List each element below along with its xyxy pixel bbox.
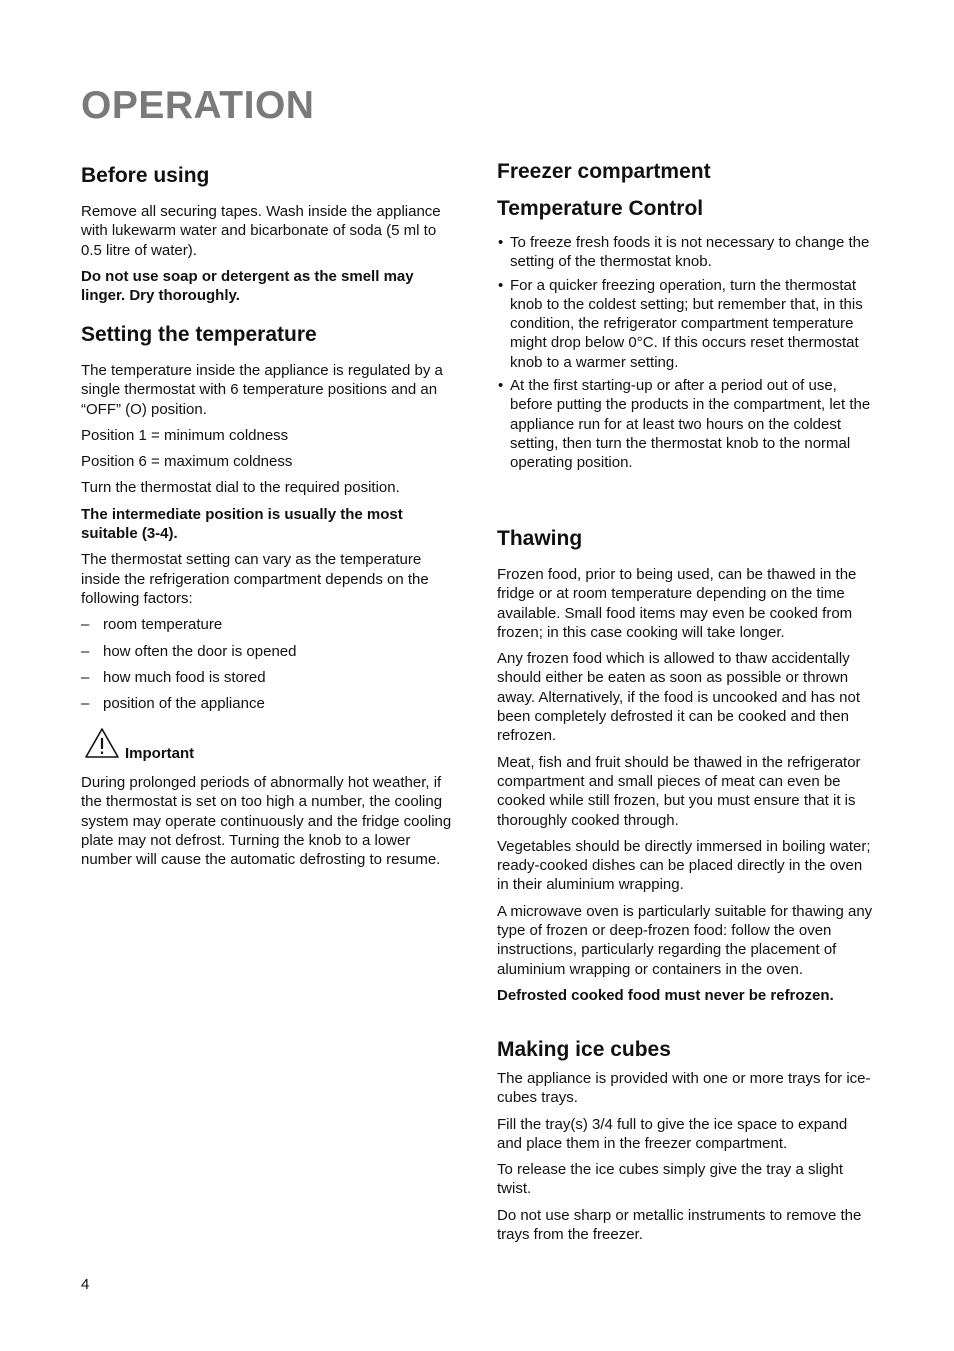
position-min-text: Position 1 = minimum coldness	[81, 426, 289, 444]
ice-paragraph: To release the ice cubes simply give the tray a slight twist.	[497, 1161, 844, 1198]
thawing-heading: Thawing	[497, 527, 583, 550]
factors-list	[81, 615, 459, 713]
important-notice	[81, 727, 281, 763]
important-text-block	[81, 773, 459, 869]
ice-paragraph: Do not use sharp or metallic instruments to remove the trays from the freezer.	[497, 1206, 862, 1244]
important-label: Important	[125, 745, 195, 762]
page-title: OPERATION	[81, 84, 315, 127]
ice-cubes-text	[497, 1069, 875, 1244]
list-item: • At the first starting-up or after a period out of use, before putting the products in the compartment, let the appliance run for at least two hours on the coldest setting, then turn the thermostat knob to the normal operating position.	[497, 376, 875, 472]
before-using-text	[81, 202, 459, 305]
setting-temperature-heading: Setting the temperature	[81, 323, 317, 346]
thawing-paragraph: A microwave oven is particularly suitable for thawing any type of frozen or deep-frozen food: follow the oven instructions, particularly regarding the placement of aluminium wrapping or containers in the oven.	[497, 902, 873, 978]
list-item: – position of the appliance	[81, 694, 459, 713]
turn-dial-text: Turn the thermostat dial to the required position.	[81, 479, 400, 497]
important-paragraph: During prolonged periods of abnormally hot weather, if the thermostat is set on too high a number, the cooling system may operate continuously and the fridge cooling plate may not defrost. Turning the knob to a lower number will cause the automatic defrosting to resume.	[81, 774, 452, 869]
thawing-paragraph: Any frozen food which is allowed to thaw accidentally should either be eaten as soon as possible or thrown away. Alternatively, if the food is uncooked and has not been completely defrosted it can be cooked and then refrozen.	[497, 650, 861, 745]
freezer-text	[497, 233, 875, 473]
ice-paragraph: The appliance is provided with one or more trays for ice-cubes trays.	[497, 1070, 871, 1107]
setting-temperature-text	[81, 361, 459, 713]
list-item: – room temperature	[81, 615, 459, 634]
before-using-paragraph: Remove all securing tapes. Wash inside the appliance with lukewarm water and bicarbonate of soda (5 ml to 0.5 litre of water).	[81, 203, 441, 259]
freezer-bullet-list	[497, 233, 875, 473]
before-using-warning: Do not use soap or detergent as the smell may linger. Dry thoroughly.	[81, 267, 414, 305]
list-item: – how much food is stored	[81, 668, 459, 687]
thawing-paragraph: Vegetables should be directly immersed in boiling water; ready-cooked dishes can be placed directly in the oven in their aluminium wrapping.	[497, 837, 871, 894]
page-number: 4	[81, 1276, 90, 1293]
making-ice-cubes-heading: Making ice cubes	[497, 1038, 671, 1061]
position-max-text: Position 6 = maximum coldness	[81, 453, 293, 471]
thawing-warning: Defrosted cooked food must never be refrozen.	[497, 986, 834, 1004]
before-using-heading: Before using	[81, 164, 210, 187]
list-item: – how often the door is opened	[81, 642, 459, 661]
warning-triangle-icon	[84, 727, 120, 759]
thermostat-factors-intro: The thermostat setting can vary as the temperature inside the refrigeration compartment depends on the following factors:	[81, 551, 429, 607]
intermediate-position-text: The intermediate position is usually the most suitable (3-4).	[81, 505, 403, 543]
thawing-paragraph: Frozen food, prior to being used, can be thawed in the fridge or at room temperature depending on the time available. Small food items may even be cooked from frozen; in this case cooking will take longer.	[497, 566, 857, 641]
thawing-text	[497, 565, 875, 1005]
freezer-compartment-heading: Freezer compartment	[497, 160, 711, 183]
temperature-control-heading: Temperature Control	[497, 197, 704, 220]
list-item: • For a quicker freezing operation, turn the thermostat knob to the coldest setting; but remember that, in this condition, the refrigerator compartment temperature might drop below 0°C. If this occurs reset thermostat knob to a warmer setting.	[497, 276, 875, 372]
list-item: • To freeze fresh foods it is not necessary to change the setting of the thermostat knob.	[497, 233, 875, 272]
setting-paragraph: The temperature inside the appliance is regulated by a single thermostat with 6 temperature positions and an “OFF” (O) position.	[81, 362, 443, 418]
thawing-paragraph: Meat, fish and fruit should be thawed in the refrigerator compartment and small pieces of meat can even be cooked while still frozen, but you must ensure that it is thoroughly cooked through.	[497, 753, 861, 829]
ice-paragraph: Fill the tray(s) 3/4 full to give the ice space to expand and place them in the freezer compartment.	[497, 1115, 848, 1152]
